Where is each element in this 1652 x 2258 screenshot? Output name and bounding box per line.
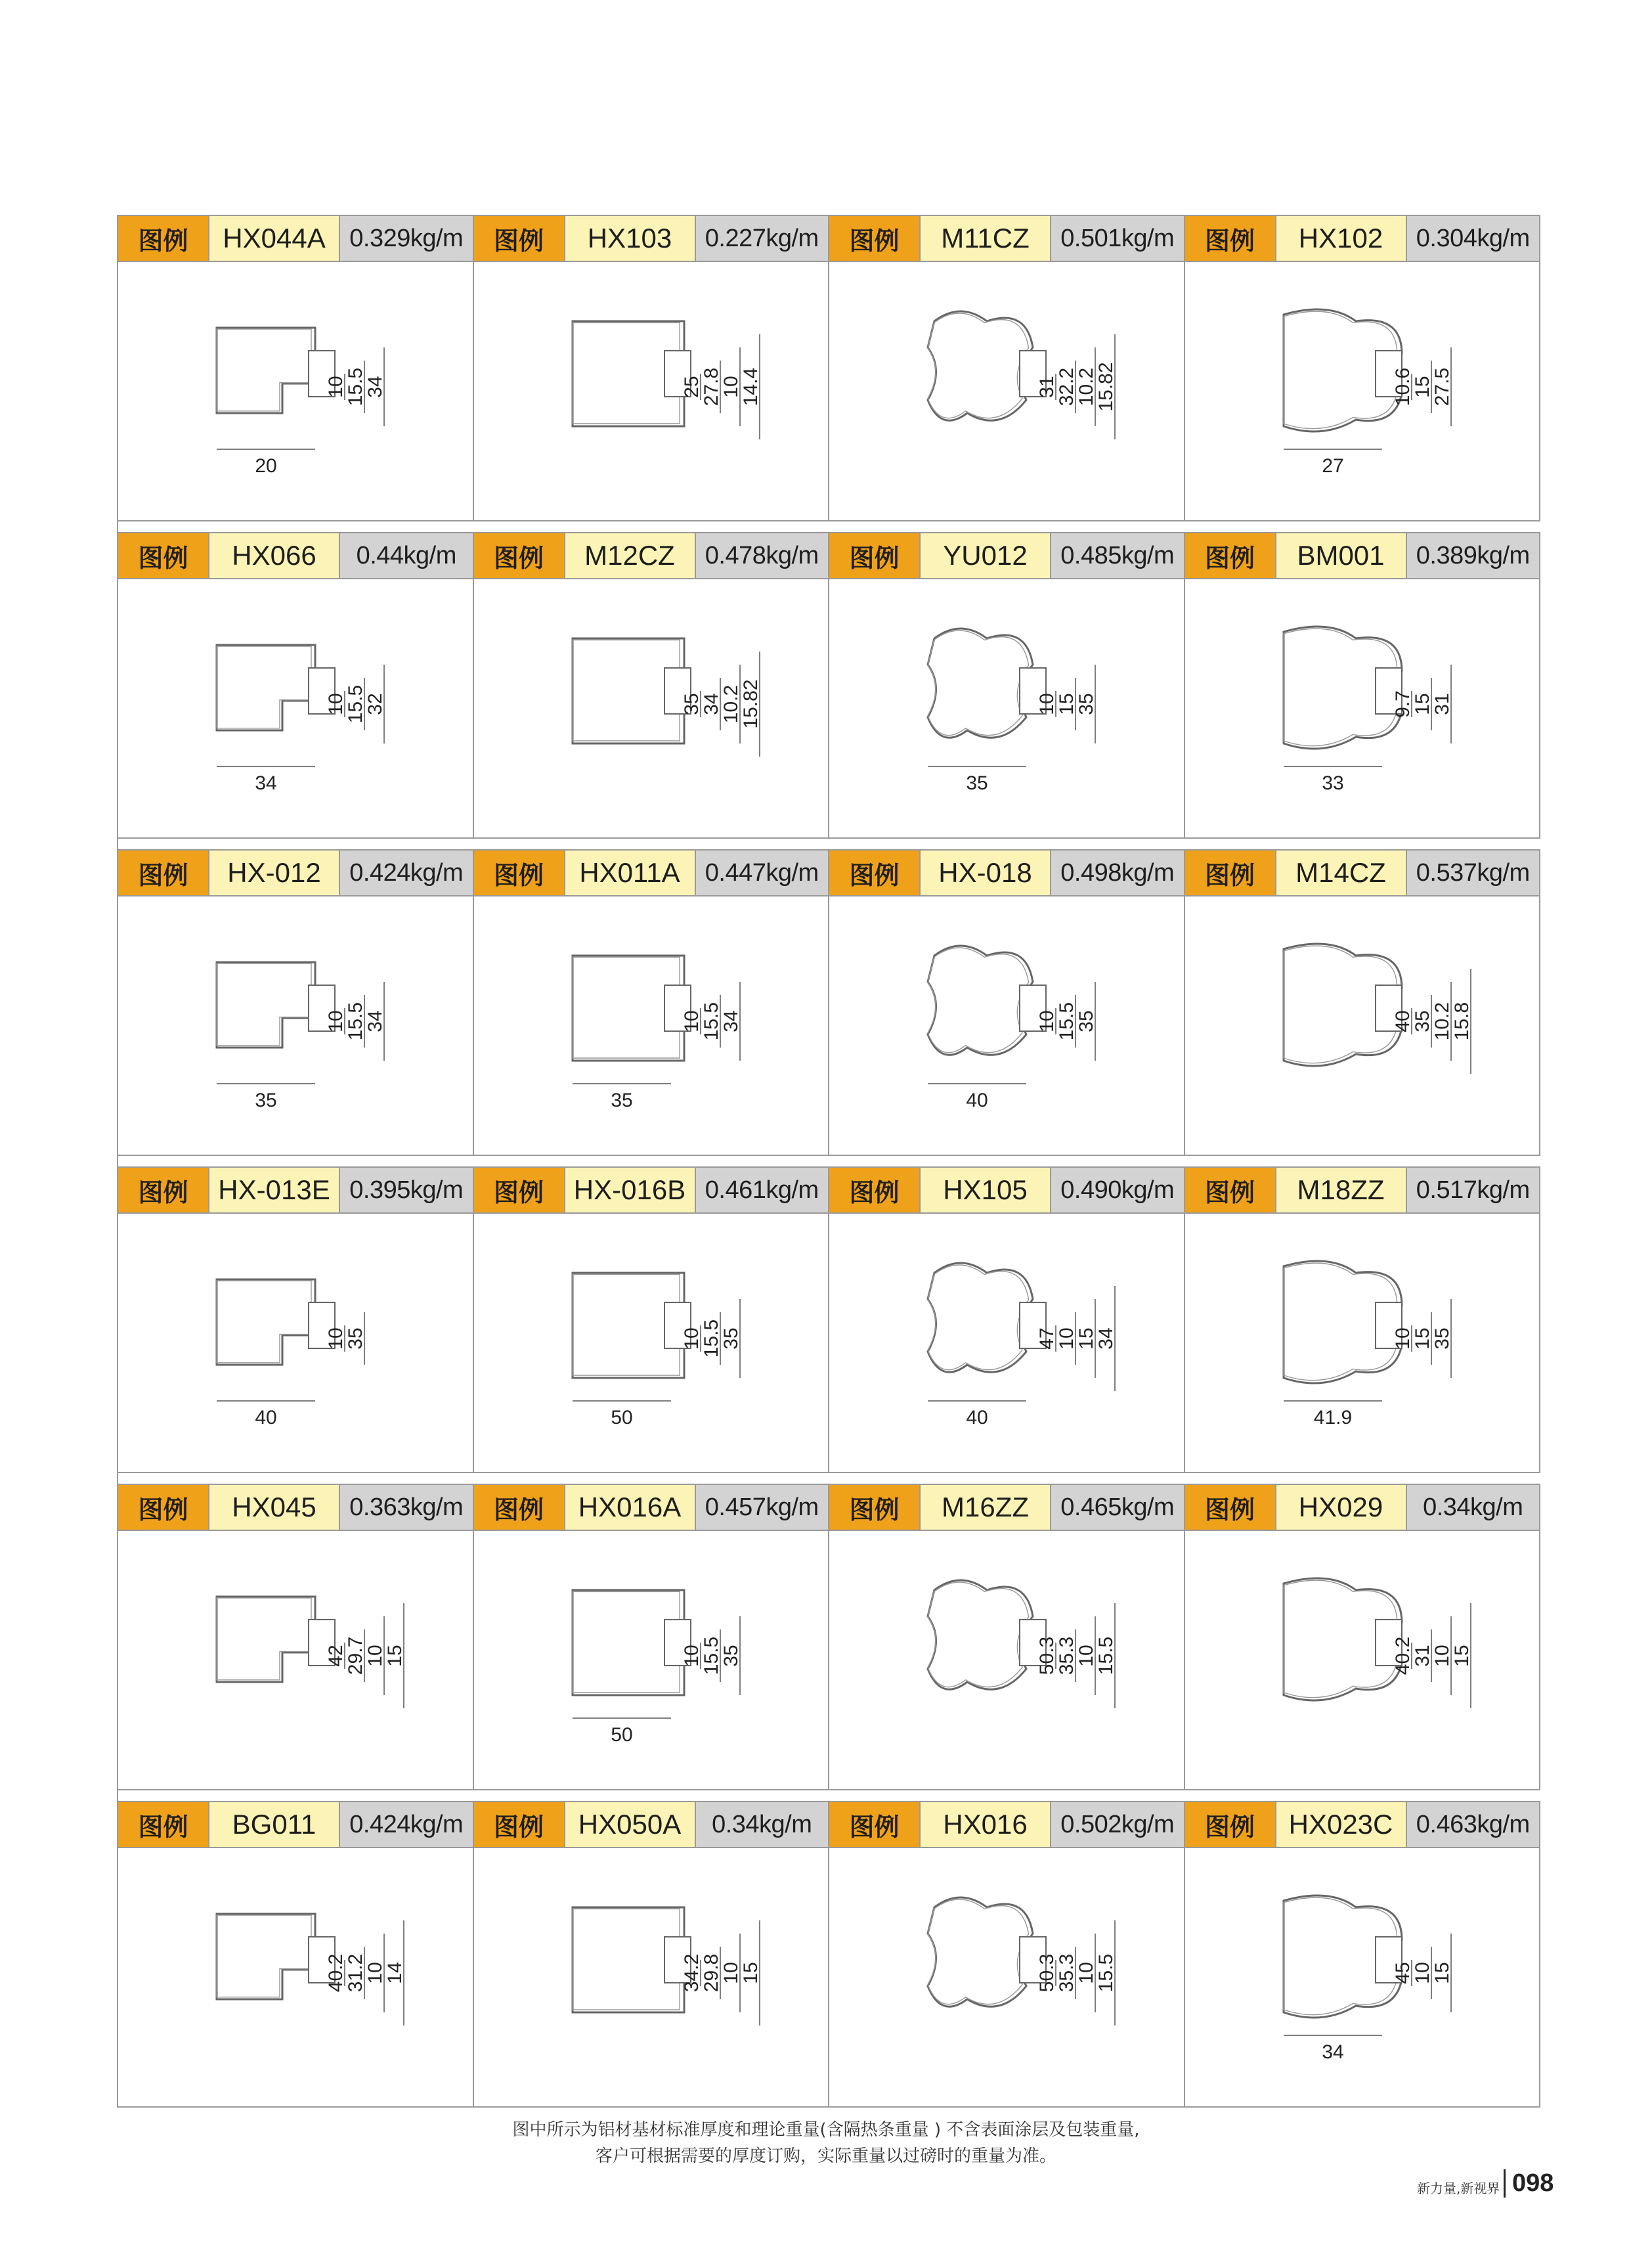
profile-weight: 0.34kg/m — [1407, 1485, 1540, 1530]
profile-section-svg — [829, 1848, 1183, 2108]
profile-section-svg — [474, 579, 827, 839]
profile-header — [829, 851, 1184, 897]
profile-inner-outline — [573, 957, 680, 1058]
profile-drawing — [118, 579, 471, 839]
dimension-label: 15.5 — [700, 1002, 722, 1041]
profile-cell — [474, 532, 830, 839]
dimension-label: 35 — [1431, 1327, 1453, 1350]
profile-outline — [217, 1597, 315, 1682]
profile-header — [829, 533, 1184, 579]
profile-inner-outline — [573, 322, 680, 424]
profile-header — [474, 851, 829, 897]
profile-code: HX023C — [1276, 1802, 1407, 1847]
dimension-label: 10 — [325, 376, 347, 398]
dimension-label: 35 — [345, 1327, 366, 1350]
dimension-label: 35 — [610, 1090, 633, 1111]
profile-code: HX-018 — [921, 851, 1051, 895]
dimension-label: 14 — [384, 1962, 406, 1984]
dimension-label: 10 — [1056, 1327, 1077, 1350]
profile-code: HX011A — [565, 851, 696, 895]
dimension-label: 42 — [325, 1645, 347, 1667]
profile-weight: 0.395kg/m — [340, 1168, 473, 1212]
profile-section-svg — [118, 897, 471, 1156]
dimension-label: 35 — [1411, 1010, 1433, 1032]
profile-inner-outline — [217, 963, 311, 1046]
dimension-label: 35 — [255, 1090, 277, 1111]
profile-drawing — [474, 1531, 827, 1790]
dimension-label: 15 — [1450, 1645, 1473, 1667]
legend-tag: 图例 — [118, 851, 209, 895]
legend-tag: 图例 — [474, 1802, 565, 1847]
profile-header — [1185, 1168, 1540, 1214]
profile-cell — [829, 1801, 1185, 2108]
profile-code: HX045 — [209, 1485, 340, 1530]
profile-code: YU012 — [921, 533, 1051, 578]
profile-cell — [118, 849, 474, 1156]
profile-weight: 0.447kg/m — [696, 851, 829, 895]
profile-weight: 0.44kg/m — [340, 533, 473, 578]
profile-grid — [117, 215, 1540, 2108]
page-number: 098 — [1504, 2169, 1554, 2198]
dimension-label: 10 — [325, 1327, 347, 1350]
dimension-label: 25 — [680, 376, 703, 398]
profile-outline — [217, 645, 315, 730]
profile-drawing — [829, 262, 1183, 521]
profile-drawing — [1185, 579, 1538, 839]
profile-drawing — [1185, 1531, 1538, 1790]
legend-tag: 图例 — [474, 533, 565, 578]
profile-code: HX102 — [1276, 216, 1407, 261]
profile-cell — [118, 1166, 474, 1473]
legend-tag: 图例 — [1185, 533, 1276, 578]
dimension-label: 35 — [1076, 1010, 1097, 1032]
dimension-label: 32 — [364, 693, 386, 715]
profile-code: HX-012 — [209, 851, 340, 895]
profile-header — [1185, 1485, 1540, 1531]
brand-slogan: 新力量,新视界 — [1417, 2181, 1500, 2196]
dimension-label: 15.5 — [345, 367, 366, 407]
profile-cell — [474, 1166, 830, 1473]
profile-drawing — [829, 579, 1183, 839]
profile-cell — [829, 532, 1185, 839]
profile-code: HX050A — [565, 1802, 696, 1847]
dimension-label: 15.82 — [1095, 362, 1117, 412]
profile-drawing — [118, 1531, 471, 1790]
dimension-label: 10 — [1036, 693, 1058, 715]
profile-section-svg — [1185, 1214, 1538, 1473]
dimension-label: 9.7 — [1391, 690, 1414, 718]
profile-header — [1185, 216, 1540, 262]
profile-weight: 0.502kg/m — [1051, 1802, 1184, 1847]
profile-drawing — [474, 262, 827, 521]
profile-drawing — [118, 262, 471, 521]
dimension-label: 15 — [1056, 693, 1077, 715]
profile-section-svg — [1185, 1531, 1538, 1790]
legend-tag: 图例 — [474, 1485, 565, 1530]
dimension-label: 40 — [255, 1407, 277, 1428]
dimension-label: 29.7 — [345, 1636, 366, 1675]
dimension-label: 50.3 — [1036, 1953, 1058, 1993]
profile-section-svg — [118, 579, 471, 839]
profile-code: M11CZ — [921, 216, 1051, 261]
profile-cell — [1185, 1166, 1541, 1473]
profile-cell — [1185, 849, 1541, 1156]
profile-weight: 0.304kg/m — [1407, 216, 1540, 261]
dimension-label: 20 — [255, 455, 277, 477]
dimension-label: 29.8 — [700, 1953, 722, 1993]
profile-code: HX-016B — [565, 1168, 696, 1212]
profile-weight: 0.424kg/m — [340, 1802, 473, 1847]
dimension-label: 31 — [1036, 376, 1058, 398]
dimension-label: 10 — [680, 1010, 703, 1032]
dimension-label: 10 — [720, 1962, 742, 1984]
dimension-label: 27.5 — [1431, 367, 1453, 407]
dimension-label: 10 — [1391, 1327, 1414, 1350]
dimension-label: 35 — [680, 693, 703, 715]
dimension-label: 10 — [720, 376, 742, 398]
dimension-label: 27.8 — [700, 367, 722, 407]
profile-weight: 0.498kg/m — [1051, 851, 1184, 895]
dimension-label: 15.5 — [1095, 1953, 1117, 1993]
profile-header — [474, 216, 829, 262]
dimension-label: 33 — [1321, 772, 1344, 794]
profile-weight: 0.501kg/m — [1051, 216, 1184, 261]
dimension-label: 40 — [966, 1407, 988, 1428]
dimension-label: 10 — [325, 693, 347, 715]
profile-inner-outline — [928, 948, 1029, 1053]
profile-cell — [829, 215, 1185, 521]
profile-weight: 0.517kg/m — [1407, 1168, 1540, 1212]
profile-inner-outline — [573, 1274, 680, 1375]
dimension-label: 34 — [1321, 2041, 1344, 2063]
profile-header — [829, 1485, 1184, 1531]
profile-header — [118, 533, 473, 579]
profile-weight: 0.478kg/m — [696, 533, 829, 578]
profile-outline — [217, 1914, 315, 1999]
profile-section-svg — [1185, 262, 1538, 521]
profile-header — [118, 1802, 473, 1848]
profile-section-svg — [118, 262, 471, 521]
footer-note-line-1: 图中所示为铝材基材标准厚度和理论重量(含隔热条重量 ) 不含表面涂层及包装重量, — [512, 2120, 1140, 2140]
profile-drawing — [1185, 262, 1538, 521]
profile-inner-outline — [928, 1899, 1029, 2004]
legend-tag: 图例 — [474, 216, 565, 261]
legend-tag: 图例 — [118, 216, 209, 261]
dimension-label: 35.3 — [1056, 1953, 1077, 1993]
dimension-label: 10 — [325, 1010, 347, 1032]
profile-code: HX066 — [209, 533, 340, 578]
profile-header — [118, 216, 473, 262]
profile-drawing — [118, 1214, 471, 1473]
legend-tag: 图例 — [474, 1168, 565, 1212]
dimension-label: 31.2 — [345, 1953, 366, 1993]
dimension-label: 34 — [364, 1010, 386, 1032]
legend-tag: 图例 — [118, 1168, 209, 1212]
profile-inner-outline — [217, 329, 311, 411]
dimension-label: 10.2 — [720, 684, 742, 724]
dimension-label: 15.5 — [700, 1319, 722, 1358]
profile-inner-outline — [928, 631, 1029, 736]
profile-section-svg — [474, 1848, 827, 2108]
dimension-label: 34 — [720, 1010, 742, 1032]
dimension-label: 10 — [1411, 1962, 1433, 1984]
profile-code: BG011 — [209, 1802, 340, 1847]
dimension-label: 50 — [610, 1724, 633, 1746]
profile-cell — [1185, 1484, 1541, 1790]
profile-cell — [1185, 215, 1541, 521]
profile-weight: 0.490kg/m — [1051, 1168, 1184, 1212]
legend-tag: 图例 — [829, 1802, 921, 1847]
dimension-label: 32.2 — [1056, 367, 1077, 407]
footer-note-line-2: 客户可根据需要的厚度订购，实际重量以过磅时的重量为准。 — [595, 2146, 1056, 2166]
dimension-label: 31 — [1411, 1645, 1433, 1667]
dimension-label: 40.2 — [1391, 1636, 1414, 1675]
profile-section-svg — [474, 1531, 827, 1790]
profile-cell — [118, 1801, 474, 2108]
profile-weight: 0.537kg/m — [1407, 851, 1540, 895]
dimension-label: 15 — [1411, 1327, 1433, 1350]
profile-inner-outline — [928, 1582, 1029, 1687]
profile-drawing — [118, 1848, 471, 2108]
dimension-label: 34 — [255, 772, 277, 794]
profile-section-svg — [118, 1531, 471, 1790]
dimension-label: 27 — [1321, 455, 1344, 477]
dimension-label: 35 — [966, 772, 988, 794]
profile-cell — [829, 849, 1185, 1156]
profile-drawing — [829, 897, 1183, 1156]
profile-header — [118, 1168, 473, 1214]
profile-code: M18ZZ — [1276, 1168, 1407, 1212]
dimension-label: 10.2 — [1076, 367, 1097, 407]
dimension-label: 10.6 — [1391, 367, 1414, 407]
dimension-label: 34 — [364, 376, 386, 398]
profile-section-svg — [474, 262, 827, 521]
profile-cell — [118, 215, 474, 521]
profile-code: M16ZZ — [921, 1485, 1051, 1530]
dimension-label: 15.5 — [1095, 1636, 1117, 1675]
profile-code: HX016A — [565, 1485, 696, 1530]
profile-section-svg — [474, 1214, 827, 1473]
profile-outline — [217, 1279, 315, 1365]
profile-code: HX044A — [209, 216, 340, 261]
dimension-label: 15 — [1411, 376, 1433, 398]
profile-header — [829, 1802, 1184, 1848]
profile-inner-outline — [573, 640, 680, 741]
dimension-label: 45 — [1391, 1962, 1414, 1984]
profile-code: HX029 — [1276, 1485, 1407, 1530]
profile-drawing — [1185, 1848, 1538, 2108]
legend-tag: 图例 — [118, 1485, 209, 1530]
dimension-label: 10 — [680, 1645, 703, 1667]
profile-inner-outline — [928, 313, 1029, 418]
profile-weight: 0.227kg/m — [696, 216, 829, 261]
profile-drawing — [829, 1531, 1183, 1790]
legend-tag: 图例 — [829, 851, 921, 895]
dimension-label: 10 — [1431, 1645, 1453, 1667]
profile-drawing — [474, 1214, 827, 1473]
profile-code: HX-013E — [209, 1168, 340, 1212]
legend-tag: 图例 — [829, 216, 921, 261]
profile-header — [829, 1168, 1184, 1214]
dimension-label: 40 — [966, 1090, 988, 1111]
dimension-label: 15 — [1411, 693, 1433, 715]
profile-section-svg — [1185, 1848, 1538, 2108]
dimension-label: 10 — [680, 1327, 703, 1350]
profile-section-svg — [1185, 579, 1538, 839]
profile-header — [1185, 851, 1540, 897]
dimension-label: 10 — [1076, 1645, 1097, 1667]
profile-inner-outline — [573, 1591, 680, 1693]
profile-section-svg — [118, 1214, 471, 1473]
dimension-label: 15 — [1076, 1327, 1097, 1350]
dimension-label: 41.9 — [1313, 1407, 1352, 1428]
dimension-label: 15 — [1431, 1962, 1453, 1984]
legend-tag: 图例 — [1185, 1802, 1276, 1847]
profile-cell — [1185, 532, 1541, 839]
dimension-label: 50.3 — [1036, 1636, 1058, 1675]
profile-code: HX103 — [565, 216, 696, 261]
profile-header — [474, 1168, 829, 1214]
profile-drawing — [118, 897, 471, 1156]
profile-inner-outline — [217, 1915, 311, 1997]
dimension-label: 35 — [720, 1327, 742, 1350]
dimension-label: 40.2 — [325, 1953, 347, 1993]
profile-weight: 0.363kg/m — [340, 1485, 473, 1530]
profile-outline — [217, 962, 315, 1048]
dimension-label: 40 — [1391, 1010, 1414, 1032]
profile-code: BM001 — [1276, 533, 1407, 578]
profile-cell — [829, 1166, 1185, 1473]
profile-weight: 0.461kg/m — [696, 1168, 829, 1212]
dimension-label: 34 — [700, 693, 722, 715]
profile-cell — [474, 1484, 830, 1790]
profile-header — [474, 1802, 829, 1848]
profile-section-svg — [118, 1848, 471, 2108]
profile-code: M14CZ — [1276, 851, 1407, 895]
profile-section-svg — [829, 579, 1183, 839]
profile-header — [1185, 1802, 1540, 1848]
profile-weight: 0.389kg/m — [1407, 533, 1540, 578]
profile-section-svg — [829, 262, 1183, 521]
legend-tag: 图例 — [474, 851, 565, 895]
profile-code: M12CZ — [565, 533, 696, 578]
profile-cell — [1185, 1801, 1541, 2108]
dimension-label: 10 — [364, 1962, 386, 1984]
profile-code: HX105 — [921, 1168, 1051, 1212]
profile-section-svg — [829, 1531, 1183, 1790]
profile-section-svg — [829, 897, 1183, 1156]
profile-header — [474, 533, 829, 579]
profile-inner-outline — [928, 1265, 1029, 1370]
profile-weight: 0.329kg/m — [340, 216, 473, 261]
profile-cell — [474, 215, 830, 521]
legend-tag: 图例 — [829, 1485, 921, 1530]
profile-section-svg — [474, 897, 827, 1156]
profile-inner-outline — [573, 1909, 680, 2010]
legend-tag: 图例 — [118, 1802, 209, 1847]
profile-drawing — [1185, 897, 1538, 1156]
dimension-label: 35 — [720, 1645, 742, 1667]
dimension-label: 31 — [1431, 693, 1453, 715]
profile-code: HX016 — [921, 1802, 1051, 1847]
dimension-label: 15 — [384, 1645, 406, 1667]
dimension-label: 10.2 — [1431, 1002, 1453, 1041]
legend-tag: 图例 — [1185, 851, 1276, 895]
profile-cell — [829, 1484, 1185, 1790]
profile-cell — [118, 1484, 474, 1790]
profile-cell — [118, 532, 474, 839]
dimension-label: 14.4 — [739, 367, 762, 407]
profile-section-svg — [829, 1214, 1183, 1473]
profile-header — [829, 216, 1184, 262]
profile-header — [1185, 533, 1540, 579]
dimension-label: 35 — [1076, 693, 1097, 715]
legend-tag: 图例 — [829, 1168, 921, 1212]
dimension-label: 15.82 — [739, 679, 762, 729]
profile-outline — [217, 328, 315, 413]
dimension-label: 15.5 — [700, 1636, 722, 1675]
dimension-label: 34 — [1095, 1327, 1117, 1350]
dimension-label: 10 — [1036, 1010, 1058, 1032]
profile-weight: 0.424kg/m — [340, 851, 473, 895]
dimension-label: 15.8 — [1450, 1002, 1473, 1041]
legend-tag: 图例 — [1185, 1485, 1276, 1530]
profile-weight: 0.457kg/m — [696, 1485, 829, 1530]
dimension-label: 15.5 — [1056, 1002, 1077, 1041]
profile-drawing — [474, 1848, 827, 2108]
profile-header — [118, 1485, 473, 1531]
profile-cell — [474, 849, 830, 1156]
dimension-label: 15.5 — [345, 684, 366, 724]
dimension-label: 10 — [1076, 1962, 1097, 1984]
profile-cell — [474, 1801, 830, 2108]
profile-inner-outline — [217, 1598, 311, 1680]
legend-tag: 图例 — [1185, 1168, 1276, 1212]
dimension-label: 50 — [610, 1407, 633, 1428]
profile-weight: 0.485kg/m — [1051, 533, 1184, 578]
profile-drawing — [1185, 1214, 1538, 1473]
profile-drawing — [829, 1848, 1183, 2108]
dimension-label: 34.2 — [680, 1953, 703, 1993]
profile-section-svg — [1185, 897, 1538, 1156]
profile-weight: 0.463kg/m — [1407, 1802, 1540, 1847]
profile-drawing — [474, 897, 827, 1156]
legend-tag: 图例 — [118, 533, 209, 578]
dimension-label: 10 — [364, 1645, 386, 1667]
profile-weight: 0.465kg/m — [1051, 1485, 1184, 1530]
profile-drawing — [474, 579, 827, 839]
profile-weight: 0.34kg/m — [696, 1802, 829, 1847]
profile-header — [474, 1485, 829, 1531]
legend-tag: 图例 — [1185, 216, 1276, 261]
dimension-label: 35.3 — [1056, 1636, 1077, 1675]
legend-tag: 图例 — [829, 533, 921, 578]
dimension-label: 47 — [1036, 1327, 1058, 1350]
profile-drawing — [829, 1214, 1183, 1473]
dimension-label: 15 — [739, 1962, 762, 1984]
profile-inner-outline — [217, 646, 311, 728]
dimension-label: 15.5 — [345, 1002, 366, 1041]
profile-header — [118, 851, 473, 897]
profile-inner-outline — [217, 1281, 311, 1363]
